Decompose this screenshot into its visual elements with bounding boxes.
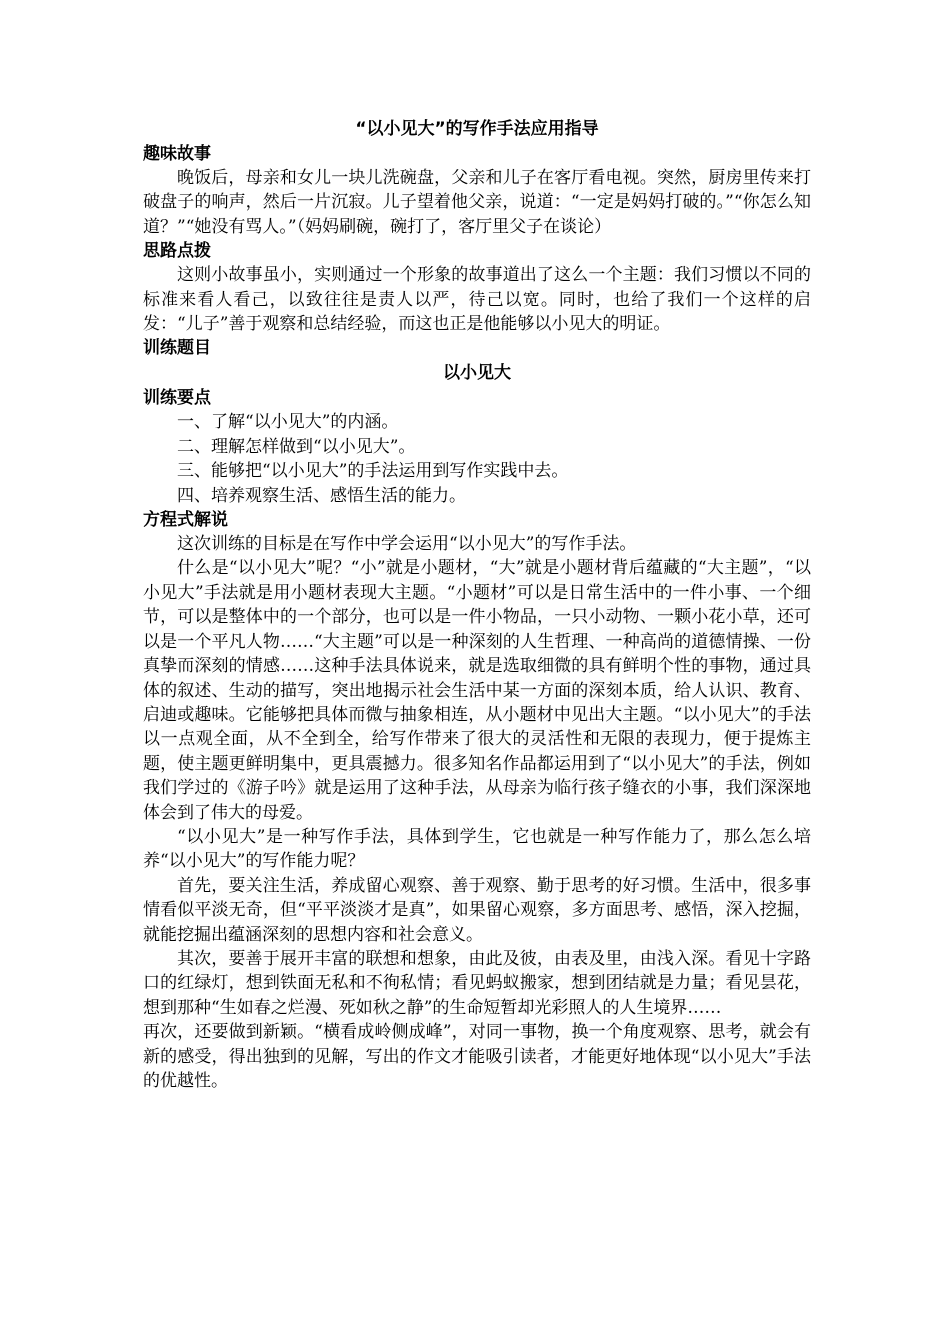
formula-paragraph-2: 什么是“以小见大”呢？“小”就是小题材，“大”就是小题材背后蕴藏的“大主题”，“以小见大”手法就是用小题材表现大主题。“小题材”可以是日常生活中的一件小事、一个细节，可以是整体中的一个部分，也可以是一件小物品，一只小动物、一颗小花小草，还可以是一个平凡人物……“大主题”可以是一种深刻的人生哲理、一种高尚的道德情操、一份真挚而深刻的情感……这种手法具体说来，就是选取细微的具有鲜明个性的事物，通过具体的叙述、生动的描写，突出地揭示社会生活中某一方面的深刻本质，给人认识、教育、启迪或趣味。它能够把具体而微与抽象相连，从小题材中见出大主题。“以小见大”的手法以一点观全面，从不全到全，给写作带来了很大的灵活性和无限的表现力，便于提炼主题，使主题更鲜明集中，更具震撼力。很多知名作品都运用到了“以小见大”的手法，例如我们学过的《游子吟》就是运用了这种手法，从母亲为临行孩子缝衣的小事，我们深深地体会到了伟大的母爱。: [143, 558, 811, 823]
formula-paragraph-4: 首先，要关注生活，养成留心观察、善于观察、勤于思考的好习惯。生活中，很多事情看似平淡无奇，但“平平淡淡才是真”，如果留心观察，多方面思考、感悟，深入挖掘，就能挖掘出蕴涵深刻的思想内容和社会意义。: [143, 875, 811, 945]
section-heading-formula: 方程式解说: [143, 510, 228, 531]
document-page: [143, 118, 811, 1093]
formula-paragraph-1: 这次训练的目标是在写作中学会运用“以小见大”的写作手法。: [177, 534, 637, 555]
formula-paragraph-6: 再次，还要做到新颖。“横看成岭侧成峰”，对同一事物，换一个角度观察、思考，就会有新的感受，得出独到的见解，写出的作文才能吸引读者，才能更好地体现“以小见大”手法的优越性。: [143, 1022, 811, 1091]
section-heading-story: 趣味故事: [143, 144, 211, 164]
section-heading-topic: 训练题目: [143, 338, 211, 359]
story-paragraph: 晚饭后，母亲和女儿一块儿洗碗盘，父亲和儿子在客厅看电视。突然，厨房里传来打破盘子的响声，然后一片沉寂。儿子望着他父亲，说道：“一定是妈妈打破的。”“你怎么知道？”“她没有骂人。”（妈妈刷碗，碗打了，客厅里父子在谈论）: [143, 168, 811, 237]
formula-paragraph-5: 其次，要善于展开丰富的联想和想象，由此及彼，由表及里，由浅入深。看见十字路口的红绿灯，想到铁面无私和不徇私情；看见蚂蚁搬家，想到团结就是力量；看见昙花，想到那种“生如春之烂漫、死如秋之静”的生命短暂却光彩照人的人生境界……: [143, 948, 811, 1018]
idea-paragraph: 这则小故事虽小，实则通过一个形象的故事道出了这么一个主题：我们习惯以不同的标准来看人看己，以致往往是责人以严，待己以宽。同时，也给了我们一个这样的启发：“儿子”善于观察和总结经验，而这也正是他能够以小见大的明证。: [143, 265, 811, 335]
training-point-3: 三、能够把“以小见大”的手法运用到写作实践中去。: [177, 461, 569, 482]
topic-subtitle: 以小见大: [443, 363, 511, 384]
section-heading-idea: 思路点拨: [143, 241, 211, 262]
training-point-2: 二、理解怎样做到“以小见大”。: [177, 436, 416, 457]
formula-paragraph-3: “以小见大”是一种写作手法，具体到学生，它也就是一种写作能力了，那么怎么培养“以小见大”的写作能力呢？: [143, 826, 811, 872]
training-point-4: 四、培养观察生活、感悟生活的能力。: [177, 485, 466, 506]
document-title: “以小见大”的写作手法应用指导: [355, 119, 599, 139]
training-point-1: 一、了解“以小见大”的内涵。: [177, 412, 399, 433]
section-heading-points: 训练要点: [143, 388, 211, 409]
